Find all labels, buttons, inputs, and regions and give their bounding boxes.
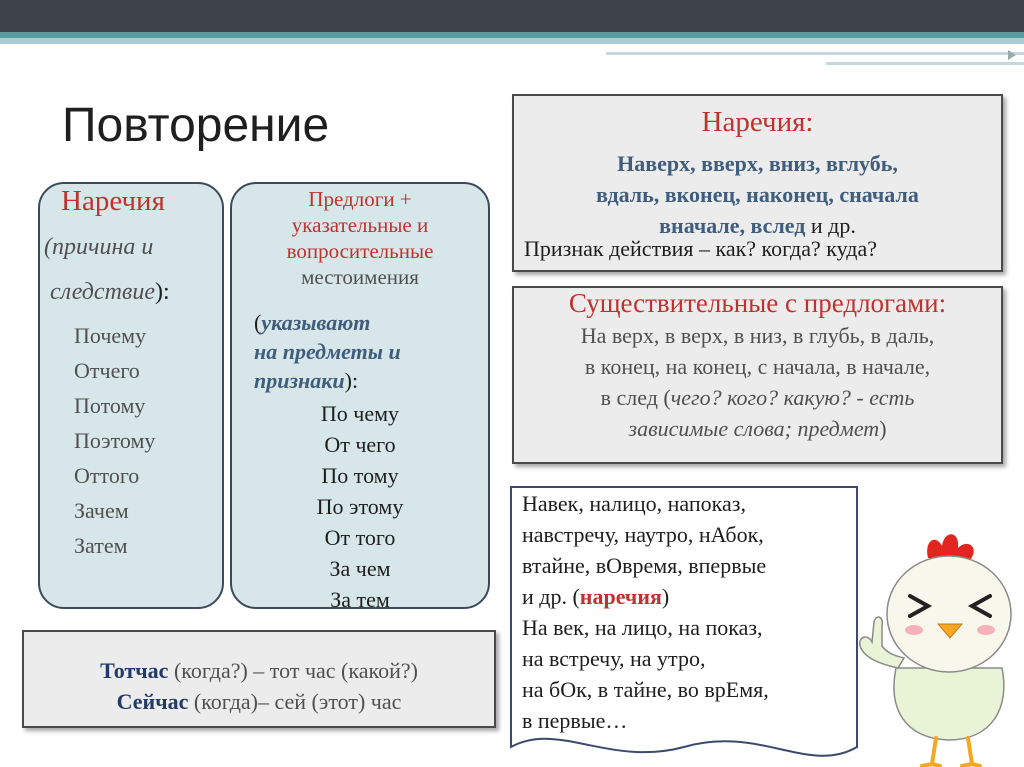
body-line xyxy=(22,686,496,717)
body-text: ) xyxy=(661,584,670,609)
list-item: Зачем xyxy=(74,498,129,523)
body-bold: Тотчас xyxy=(100,658,169,683)
nouns-body xyxy=(512,320,1003,444)
decor-arrow-icon xyxy=(1008,50,1016,60)
slide-title: Повторение xyxy=(62,99,330,152)
list-item: По тому xyxy=(321,463,399,488)
body-line: Наверх, вверх, вниз, вглубь, xyxy=(617,151,898,176)
body-italic: чего? кого? какую? - есть xyxy=(670,385,915,410)
list-item: За чем xyxy=(329,556,391,581)
body-line: вдаль, вконец, наконец, сначала xyxy=(596,182,919,207)
adverbs-cause-subtitle-2 xyxy=(50,279,170,306)
body-line: на встречу, на утро, xyxy=(522,646,706,671)
body-text: (когда?) – тот час (какой?) xyxy=(168,658,418,683)
body-line: втайне, вОвремя, впервые xyxy=(522,553,767,578)
body-line xyxy=(512,382,1003,413)
list-item: От того xyxy=(324,525,396,550)
list-item: Почему xyxy=(74,323,147,348)
body-line: в первые… xyxy=(522,708,628,733)
body-line: На век, на лицо, на показ, xyxy=(522,615,763,640)
list-item: По этому xyxy=(316,494,404,519)
list-item: Затем xyxy=(74,533,128,558)
body-text: ) xyxy=(879,416,887,441)
body-line: навстречу, наутро, нАбок, xyxy=(522,522,764,547)
list-item: От чего xyxy=(324,432,396,457)
nouns-heading: Существительные с предлогами: xyxy=(568,288,947,318)
body-line: Навек, налицо, напоказ, xyxy=(522,491,746,516)
wavy-box-body xyxy=(522,488,769,736)
body-italic: зависимые слова; предмет xyxy=(628,416,880,441)
decor-line xyxy=(606,52,1024,55)
body-bold: наречия xyxy=(579,584,662,609)
body-line xyxy=(512,413,1003,444)
prepositions-note xyxy=(254,308,401,395)
body-bold: Сейчас xyxy=(116,689,189,714)
list-item: За тем xyxy=(330,587,390,612)
adverbs-list-body xyxy=(512,148,1003,241)
decor-line xyxy=(826,62,1024,65)
adverbs-cause-heading: Наречия xyxy=(61,185,165,217)
list-item: По чему xyxy=(320,401,400,426)
header-bar xyxy=(0,0,1024,32)
heading-line: местоимения xyxy=(301,265,419,289)
body-line: На верх, в верх, в низ, в глубь, в даль, xyxy=(580,323,935,348)
body-line: в конец, на конец, с начала, в начале, xyxy=(584,354,931,379)
list-item: Отчего xyxy=(74,358,140,383)
prepositions-heading xyxy=(240,186,480,290)
note-text: указывают xyxy=(261,310,371,335)
adverbs-list-note: Признак действия – как? когда? куда? xyxy=(524,236,877,261)
body-line: на бОк, в тайне, во врЕмя, xyxy=(522,677,769,702)
heading-line: Предлоги + xyxy=(308,187,412,211)
chick-mascot-icon xyxy=(852,518,1024,767)
body-bold: вначале, вслед xyxy=(659,213,806,238)
body-line xyxy=(522,581,769,612)
heading-line: вопросительные xyxy=(286,239,434,263)
subtitle-end: ): xyxy=(154,279,170,305)
list-item: Потому xyxy=(74,393,146,418)
adverbs-cause-subtitle-1: (причина и xyxy=(44,234,154,260)
heading-line: указательные и xyxy=(291,213,429,237)
body-tail: и др. xyxy=(805,213,856,238)
note-line xyxy=(254,308,401,337)
subtitle-text: следствие xyxy=(50,279,155,305)
body-text: и др. ( xyxy=(522,584,580,609)
body-line xyxy=(22,655,496,686)
note-text: признаки xyxy=(254,368,345,393)
note-line: на предметы и xyxy=(254,339,401,364)
adverbs-list-heading: Наречия: xyxy=(701,106,814,138)
note-close: ): xyxy=(344,368,359,393)
prepositions-list xyxy=(240,398,480,615)
body-text: в след ( xyxy=(600,385,671,410)
note-line xyxy=(254,366,401,395)
body-text: (когда)– сей (этот) час xyxy=(188,689,402,714)
list-item: Оттого xyxy=(74,463,140,488)
list-item: Поэтому xyxy=(74,428,156,453)
totchas-body xyxy=(22,655,496,717)
note-open: ( xyxy=(254,310,262,335)
adverbs-cause-list xyxy=(74,318,155,563)
header-stripe-light xyxy=(0,38,1024,44)
